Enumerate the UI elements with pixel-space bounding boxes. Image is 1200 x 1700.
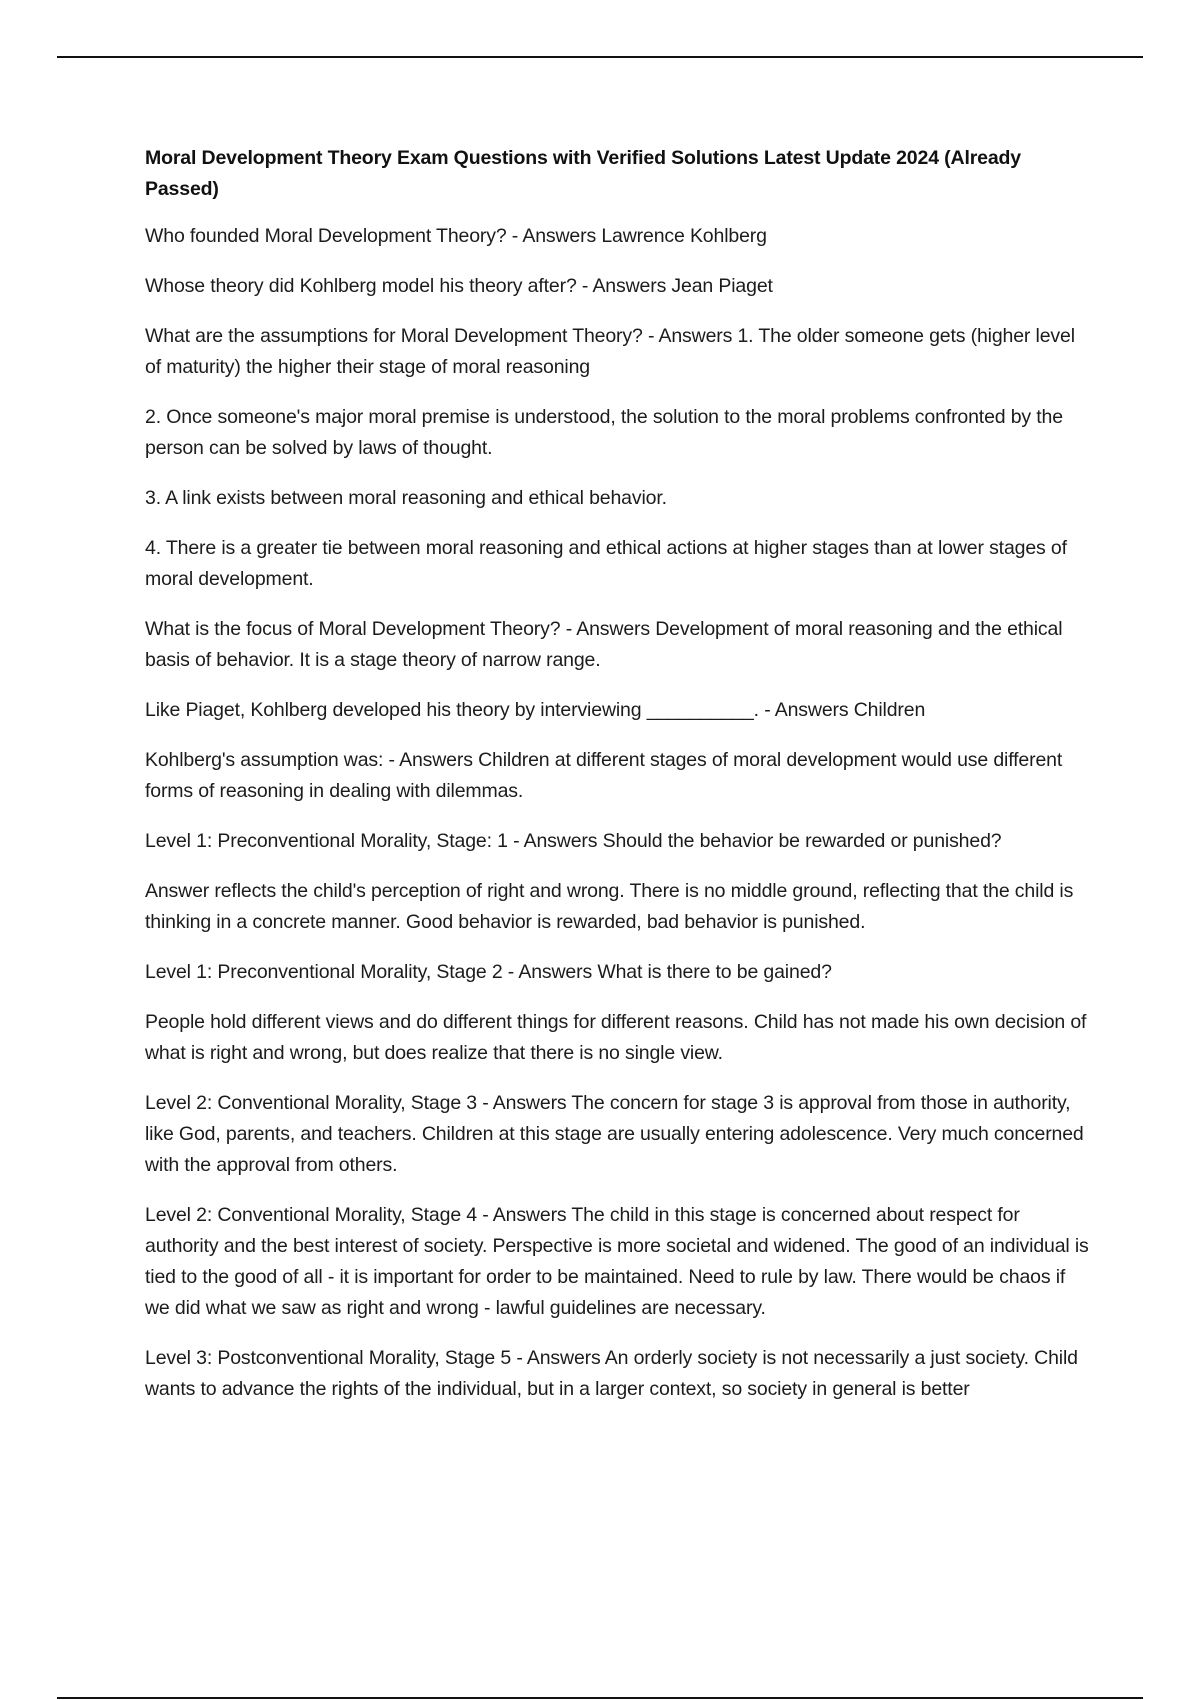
assumption-4: 4. There is a greater tie between moral reasoning and ethical actions at higher stages than at lower stages of moral development. xyxy=(145,537,1067,590)
assumption-3: 3. A link exists between moral reasoning and ethical behavior. xyxy=(145,487,667,509)
document-title: Moral Development Theory Exam Questions with Verified Solutions Latest Update 2024 (Already Passed) xyxy=(145,147,1021,200)
qa-assumptions: What are the assumptions for Moral Development Theory? - Answers 1. The older someone gets (higher level of maturity) the higher their stage of moral reasoning xyxy=(145,325,1075,378)
qa-model-theory: Whose theory did Kohlberg model his theory after? - Answers Jean Piaget xyxy=(145,275,773,297)
qa-kohlberg-assumption: Kohlberg's assumption was: - Answers Children at different stages of moral development would use different forms of reasoning in dealing with dilemmas. xyxy=(145,749,1063,802)
top-rule xyxy=(57,56,1143,58)
qa-interviewing: Like Piaget, Kohlberg developed his theory by interviewing __________. - Answers Children xyxy=(145,699,926,721)
qa-focus: What is the focus of Moral Development Theory? - Answers Development of moral reasoning and the ethical basis of behavior. It is a stage theory of narrow range. xyxy=(145,618,1063,671)
qa-level2-stage4: Level 2: Conventional Morality, Stage 4 - Answers The child in this stage is concerned about respect for authority and the best interest of society. Perspective is more societal and widened. The good of an individual is tied to the good of all - it is important for order to be maintained. Need to rule by law. There would be chaos if we did what we saw as right and wrong - lawful guidelines are necessary. xyxy=(145,1204,1089,1319)
level1-stage1-detail: Answer reflects the child's perception of right and wrong. There is no middle ground, reflecting that the child is thinking in a concrete manner. Good behavior is rewarded, bad behavior is punished. xyxy=(145,880,1074,933)
document-body xyxy=(145,143,1090,1424)
level1-stage2-detail: People hold different views and do different things for different reasons. Child has not made his own decision of what is right and wrong, but does realize that there is no single view. xyxy=(145,1011,1087,1064)
assumption-2: 2. Once someone's major moral premise is understood, the solution to the moral problems confronted by the person can be solved by laws of thought. xyxy=(145,406,1063,459)
qa-level3-stage5: Level 3: Postconventional Morality, Stage 5 - Answers An orderly society is not necessarily a just society. Child wants to advance the rights of the individual, but in a larger context, so society in general is better xyxy=(145,1347,1078,1400)
qa-founder: Who founded Moral Development Theory? - Answers Lawrence Kohlberg xyxy=(145,225,767,247)
qa-level1-stage2: Level 1: Preconventional Morality, Stage 2 - Answers What is there to be gained? xyxy=(145,961,832,983)
bottom-rule xyxy=(57,1697,1143,1699)
qa-level2-stage3: Level 2: Conventional Morality, Stage 3 - Answers The concern for stage 3 is approval from those in authority, like God, parents, and teachers. Children at this stage are usually entering adolescence. Very much concerned with the approval from others. xyxy=(145,1092,1084,1176)
qa-level1-stage1: Level 1: Preconventional Morality, Stage: 1 - Answers Should the behavior be rewarded or punished? xyxy=(145,830,1002,852)
